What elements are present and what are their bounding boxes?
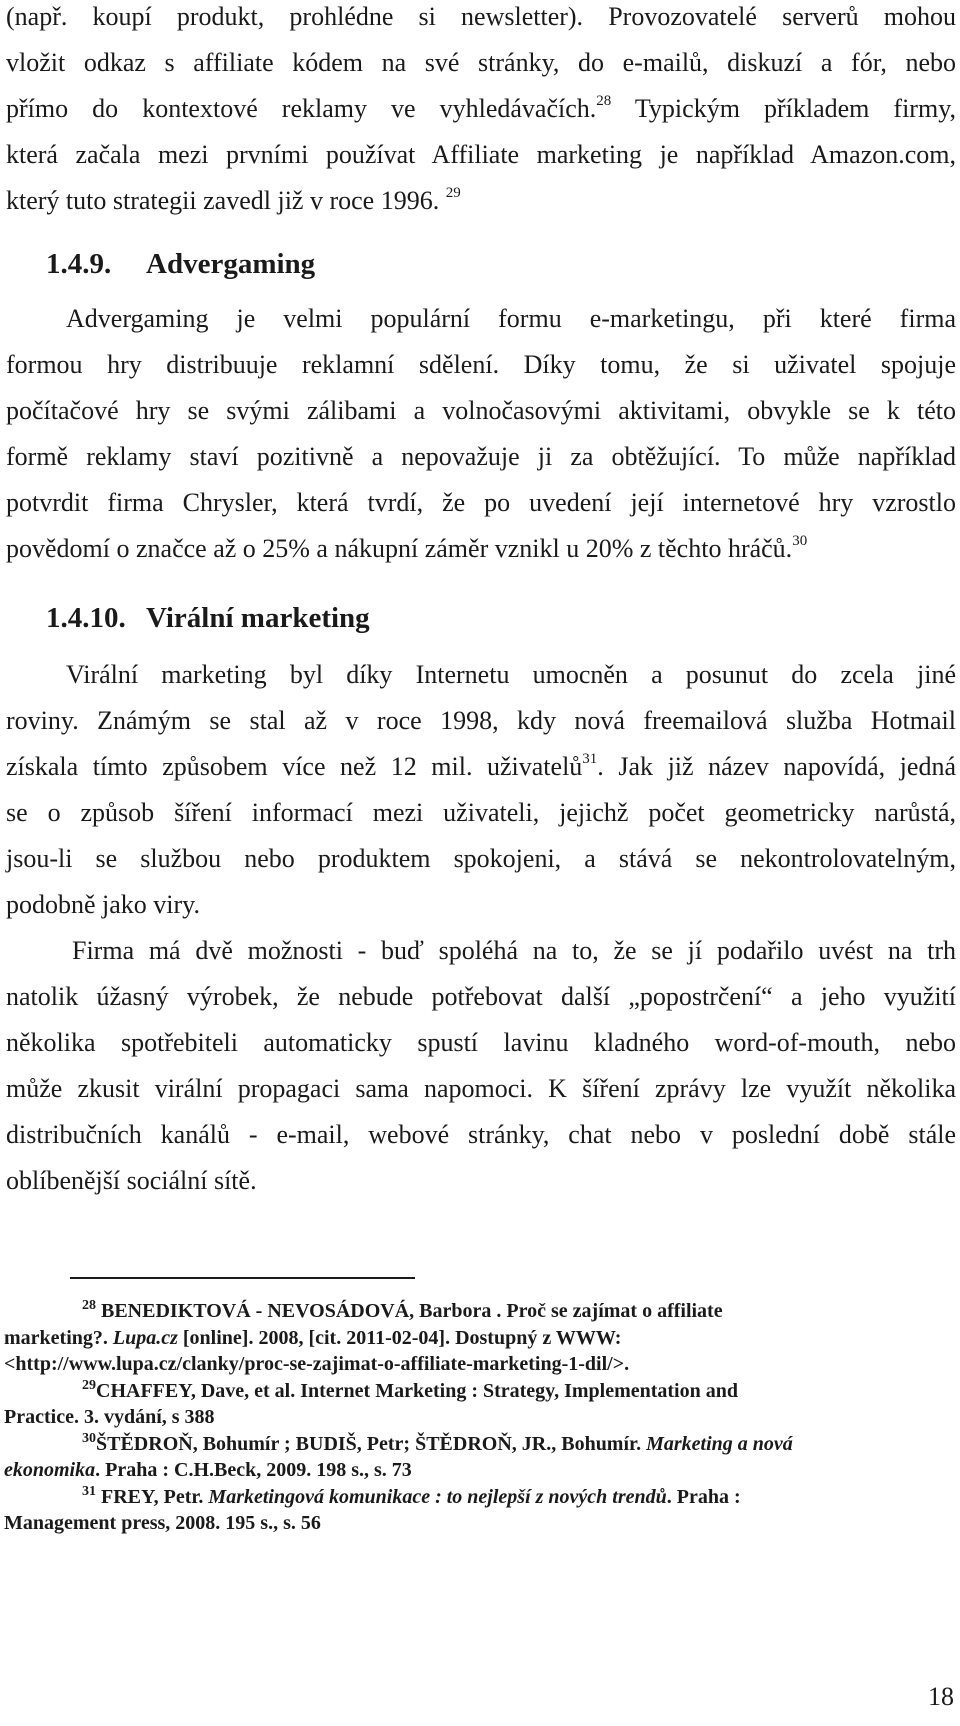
text-line: formou hry distribuuje reklamní sdělení. Díky tomu, že si uživatel spojuje — [6, 350, 956, 379]
footnote-url: <http://www.lupa.cz/clanky/proc-se-zajimat-o-affiliate-marketing-1-dil/>. — [4, 1353, 630, 1375]
intro-paragraph — [6, 0, 956, 224]
text-line — [6, 526, 956, 572]
text-line: potvrdit firma Chrysler, která tvrdí, že po uvedení její internetové hry vzrostlo — [6, 488, 956, 517]
footnote-text: [online]. 2008, [cit. 2011-02-04]. Dostupný z WWW: — [177, 1326, 622, 1349]
footnote-text: FREY, Petr. — [101, 1485, 209, 1508]
text-line: distribučních kanálů - e-mail, webové stránky, chat nebo v poslední době stále — [6, 1120, 956, 1149]
footnote-separator — [70, 1277, 415, 1279]
viral-paragraph-2 — [6, 928, 956, 1204]
text-line: může zkusit virální propagaci sama napomoci. K šíření zprávy lze využít několika — [6, 1074, 956, 1103]
text-line: několika spotřebiteli automaticky spustí lavinu kladného word-of-mouth, nebo — [6, 1028, 956, 1057]
footnote-30 — [4, 1431, 954, 1484]
footnote-ref-30: 30 — [792, 533, 808, 549]
section-heading-viral — [46, 598, 370, 638]
footnote-text-italic: Lupa.cz — [112, 1326, 178, 1349]
text-fragment: který tuto strategii zavedl již v roce 1996. — [6, 186, 440, 215]
footnote-text: Practice. 3. vydání, s 388 — [4, 1406, 215, 1428]
page-number: 18 — [928, 1682, 954, 1711]
advergaming-paragraph — [6, 296, 956, 572]
footnote-text: CHAFFEY, Dave, et al. Internet Marketing : Strategy, Implementation and — [96, 1379, 738, 1402]
text-line: oblíbenější sociální sítě. — [6, 1166, 257, 1195]
text-line: (např. koupí produkt, prohlédne si newsletter). Provozovatelé serverů mohou — [6, 2, 956, 31]
section-title: Advergaming — [146, 248, 316, 280]
footnote-text-italic: ekonomika — [4, 1459, 96, 1481]
footnote-text-italic: Marketingová komunikace : to nejlepší z nových trendů — [208, 1485, 667, 1508]
footnote-text-italic: Marketing a nová — [646, 1432, 793, 1455]
footnote-text: . Praha : C.H.Beck, 2009. 198 s., s. 73 — [95, 1459, 412, 1481]
text-line — [6, 86, 956, 132]
footnote-ref-28: 28 — [596, 93, 612, 109]
text-fragment: . Jak již název napovídá, jedná — [597, 752, 956, 781]
text-line: formě reklamy staví pozitivně a nepovažuje ji za obtěžující. To může například — [6, 442, 956, 471]
footnote-text: ŠTĚDROŇ, Bohumír ; BUDIŠ, Petr; ŠTĚDROŇ, JR., Bohumír. — [96, 1432, 647, 1455]
text-line: počítačové hry se svými zálibami a volnočasovými aktivitami, obvykle se k této — [6, 396, 956, 425]
text-line: roviny. Známým se stal až v roce 1998, kdy nová freemailová služba Hotmail — [6, 706, 956, 735]
text-fragment: získala tímto způsobem více než 12 mil. uživatelů — [6, 752, 583, 781]
text-line: podobně jako viry. — [6, 890, 200, 919]
footnote-29 — [4, 1378, 954, 1431]
footnote-ref-31: 31 — [582, 751, 598, 767]
footnote-ref-29: 29 — [445, 185, 461, 201]
text-line: vložit odkaz s affiliate kódem na své stránky, do e-mailů, diskuzí a fór, nebo — [6, 48, 956, 77]
text-fragment: povědomí o značce až o 25% a nákupní záměr vznikl u 20% z těchto hráčů. — [6, 534, 793, 563]
text-line: Firma má dvě možnosti - buď spoléhá na to, že se jí podařilo uvést na trh — [72, 936, 956, 965]
text-line — [6, 178, 956, 224]
section-number: 1.4.10. — [46, 602, 126, 634]
footnote-number: 31 — [82, 1483, 96, 1499]
text-line: Advergaming je velmi populární formu e-marketingu, při které firma — [66, 304, 956, 333]
text-fragment: přímo do kontextové reklamy ve vyhledávačích. — [6, 94, 597, 123]
text-line: jsou-li se službou nebo produktem spokojeni, a stává se nekontrolovatelným, — [6, 844, 956, 873]
footnote-text: BENEDIKTOVÁ - NEVOSÁDOVÁ, Barbora . Proč se zajímat o affiliate — [101, 1300, 723, 1322]
viral-paragraph-1 — [6, 652, 956, 928]
footnote-28 — [4, 1298, 954, 1378]
footnote-text: Management press, 2008. 195 s., s. 56 — [4, 1512, 321, 1534]
footnote-number: 29 — [82, 1377, 96, 1393]
footnote-number: 28 — [82, 1298, 96, 1313]
text-line — [6, 744, 956, 790]
text-line: se o způsob šíření informací mezi uživateli, jejichž počet geometricky narůstá, — [6, 798, 956, 827]
section-number: 1.4.9. — [46, 248, 112, 280]
text-line: Virální marketing byl díky Internetu umocněn a posunut do zcela jiné — [66, 660, 956, 689]
footnotes — [4, 1298, 954, 1537]
text-line: natolik úžasný výrobek, že nebude potřebovat další „popostrčení“ a jeho využití — [6, 982, 956, 1011]
section-title: Virální marketing — [146, 602, 370, 634]
footnote-31 — [4, 1484, 954, 1537]
text-fragment: Typickým příkladem firmy, — [634, 94, 956, 123]
footnote-text: marketing?. — [4, 1326, 113, 1349]
footnote-text: . Praha : — [666, 1485, 741, 1508]
section-heading-advergaming — [46, 244, 315, 284]
footnote-number: 30 — [82, 1430, 96, 1446]
text-line: která začala mezi prvními používat Affiliate marketing je například Amazon.com, — [6, 140, 956, 169]
